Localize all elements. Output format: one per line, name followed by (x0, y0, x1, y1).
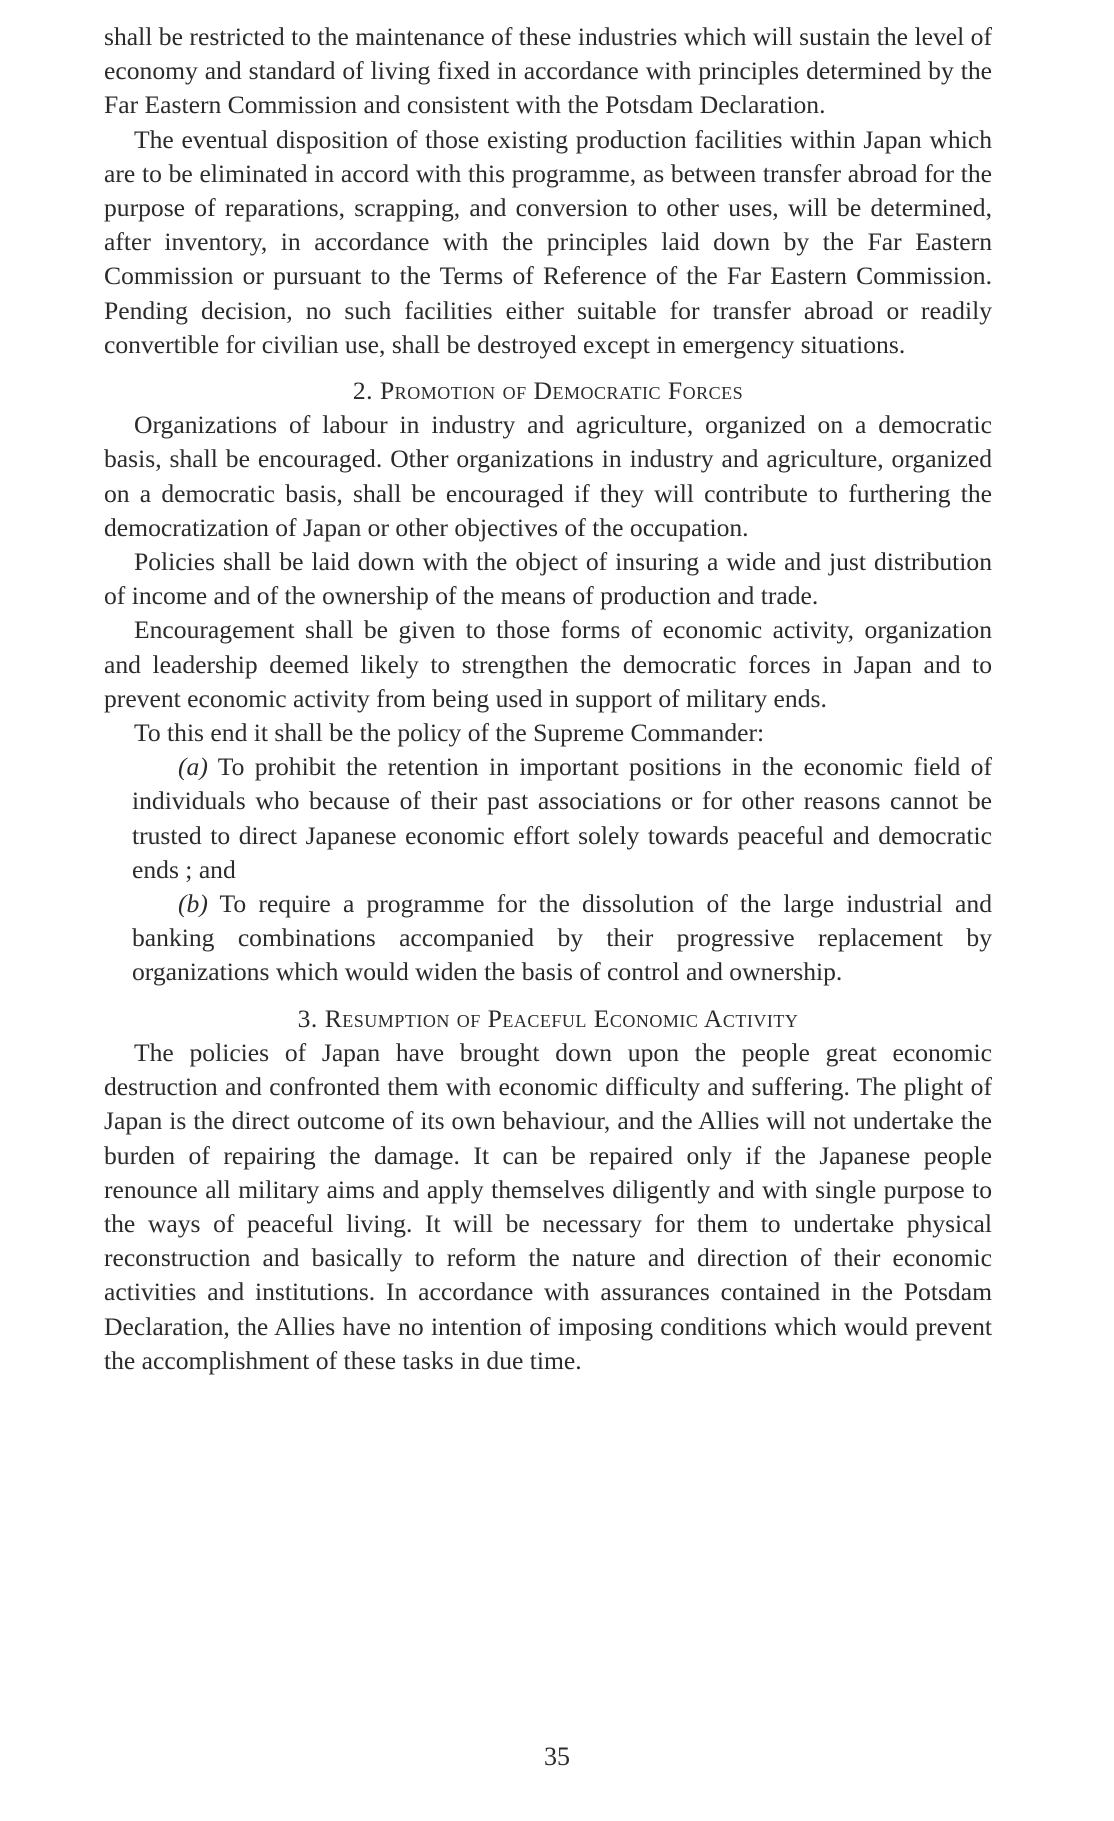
section-heading-peaceful-economic-activity (104, 1002, 992, 1036)
list-item-label: (b) (178, 889, 208, 919)
document-page (104, 20, 992, 1378)
list-item-label: (a) (178, 752, 208, 782)
paragraph-disposition: The eventual disposition of those existing production facilities within Japan which are to be eliminated in accord with this programme, as between transfer abroad for the purpose of reparations, scrapping, and conversion to other uses, will be determined, after inventory, in accordance with the principles laid down by the Far Eastern Commission or pursuant to the Terms of Reference of the Far Eastern Commission. Pending decision, no such facilities either suitable for transfer abroad or readily convertible for civilian use, shall be destroyed except in emergency situations. (104, 124, 992, 359)
paragraph-encouragement: Encouragement shall be given to those forms of economic activity, organization and leadership deemed likely to strengthen the democratic forces in Japan and to prevent economic activity from being used in support of military ends. (104, 615, 992, 713)
paragraph-policies-of-japan: The policies of Japan have brought down upon the people great economic destruction and confronted them with economic difficulty and suffering. The plight of Japan is the direct outcome of its own behaviour, and the Allies will not undertake the burden of repairing the damage. It can be repaired only if the Japanese people renounce all military aims and apply themselves diligently and with single purpose to the ways of peaceful living. It will be necessary for them to undertake physical reconstruction and basically to reform the nature and direction of their economic activities and institutions. In accordance with assurances contained in the Potsdam Declaration, the Allies have no intention of imposing conditions which would prevent the accomplishment of these tasks in due time. (104, 1037, 992, 1375)
list-item-text: To require a programme for the dissolution of the large industrial and banking combinations accompanied by their progressive replacement by organizations which would widen the basis of control and ownership. (132, 889, 992, 987)
section-heading-democratic-forces (104, 374, 992, 408)
section-title: Resumption of Peaceful Economic Activity (324, 1003, 799, 1033)
list-item-text: To prohibit the retention in important positions in the economic field of individuals who because of their past associations or for other reasons cannot be trusted to direct Japanese economic effort solely towards peaceful and democratic ends ; and (132, 752, 993, 884)
paragraph-continuation: shall be restricted to the maintenance of these industries which will sustain the level of economy and standard of living fixed in accordance with principles determined by the Far Eastern Commission and consistent with the Potsdam Declaration. (104, 22, 992, 120)
section-number: 2. (352, 376, 374, 406)
paragraph-supreme-commander-policy: To this end it shall be the policy of the Supreme Commander: (134, 718, 765, 748)
section-title: Promotion of Democratic Forces (379, 376, 744, 406)
page-number: 35 (544, 1742, 570, 1771)
list-item-a (104, 750, 992, 887)
paragraph-labour-organizations: Organizations of labour in industry and agriculture, organized on a democratic basis, shall be encouraged. Other organizations in industry and agriculture, organized on a democratic basis, shall be encouraged if they will contribute to furthering the democratization of Japan or other objectives of the occupation. (104, 410, 992, 542)
list-item-b (104, 887, 992, 990)
paragraph-income-distribution: Policies shall be laid down with the object of insuring a wide and just distribution of income and of the ownership of the means of production and trade. (104, 547, 992, 611)
section-number: 3. (297, 1003, 318, 1033)
